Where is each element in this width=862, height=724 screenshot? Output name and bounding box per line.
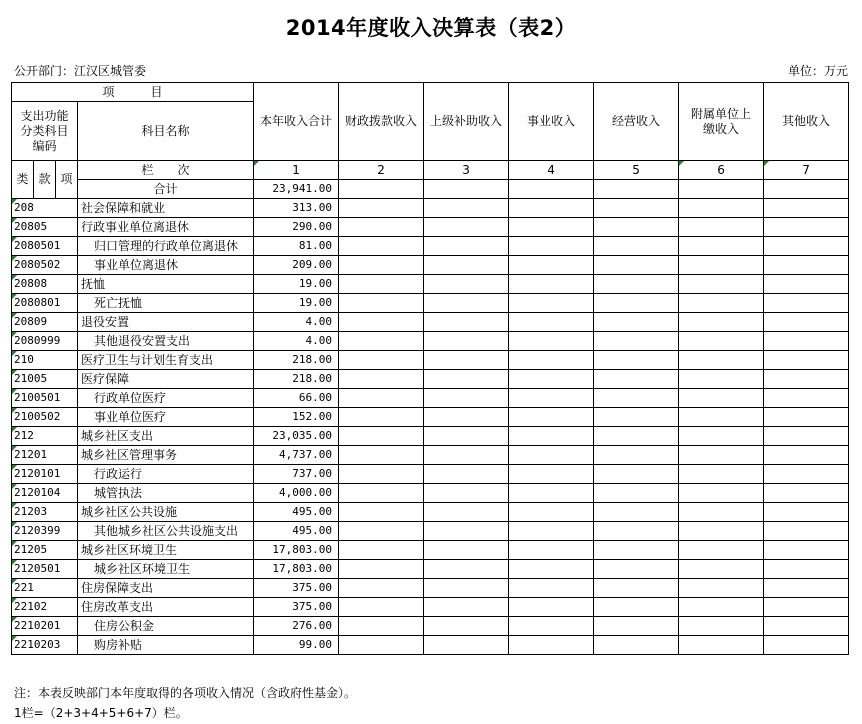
empty-cell [339,408,424,427]
empty-cell [764,465,849,484]
empty-cell [339,560,424,579]
empty-cell [679,598,764,617]
subject-code: 22102 [12,598,78,617]
empty-cell [764,275,849,294]
empty-cell [339,313,424,332]
empty-cell [764,503,849,522]
lei-header: 类 [12,161,34,199]
empty-cell [679,560,764,579]
subject-code: 2120501 [12,560,78,579]
subject-name-header: 科目名称 [78,102,254,161]
empty-cell [424,465,509,484]
empty-cell [594,522,679,541]
empty-cell [339,446,424,465]
subject-name: 城乡社区公共设施 [78,503,254,522]
xiang-header: 项 [56,161,78,199]
empty-cell [764,408,849,427]
table-row [12,636,849,655]
empty-cell [594,484,679,503]
subject-name: 行政单位医疗 [78,389,254,408]
empty-cell [679,199,764,218]
empty-cell [424,256,509,275]
subject-code: 2120101 [12,465,78,484]
empty-cell [764,598,849,617]
empty-cell [679,636,764,655]
col-number: 4 [509,161,594,180]
table-row [12,218,849,237]
table-row [12,465,849,484]
empty-cell [509,522,594,541]
subject-code: 221 [12,579,78,598]
department-label: 公开部门：江汉区城管委 [14,64,147,78]
empty-cell [339,617,424,636]
subject-name: 退役安置 [78,313,254,332]
col-header-superior-subsidy: 上级补助收入 [424,83,509,161]
table-row [12,389,849,408]
empty-cell [679,579,764,598]
empty-cell [509,218,594,237]
total-income-value: 218.00 [254,370,339,389]
empty-cell [594,275,679,294]
empty-cell [424,370,509,389]
col-number: 5 [594,161,679,180]
col-number: 1 [254,161,339,180]
subject-name: 社会保障和就业 [78,199,254,218]
empty-cell [424,218,509,237]
empty-cell [679,294,764,313]
table-row [12,560,849,579]
empty-cell [594,389,679,408]
subject-code: 208 [12,199,78,218]
empty-cell [339,275,424,294]
subject-code: 2080801 [12,294,78,313]
empty-cell [509,541,594,560]
empty-cell [339,579,424,598]
empty-cell [679,351,764,370]
total-income-value: 19.00 [254,294,339,313]
empty-cell [339,636,424,655]
empty-cell [679,484,764,503]
project-header: 项 目 [12,83,254,102]
empty-cell [424,237,509,256]
table-row [12,313,849,332]
empty-cell [679,389,764,408]
subject-name: 死亡抚恤 [78,294,254,313]
total-income-value: 17,803.00 [254,560,339,579]
empty-cell [339,218,424,237]
subject-name: 抚恤 [78,275,254,294]
subject-code: 210 [12,351,78,370]
empty-cell [424,522,509,541]
empty-cell [509,256,594,275]
total-income-value: 495.00 [254,522,339,541]
empty-cell [424,560,509,579]
subject-code: 2080502 [12,256,78,275]
subject-name: 住房改革支出 [78,598,254,617]
empty-cell [509,465,594,484]
empty-cell [509,446,594,465]
empty-cell [764,579,849,598]
empty-cell [679,446,764,465]
subject-name: 住房保障支出 [78,579,254,598]
empty-cell [424,351,509,370]
empty-cell [764,237,849,256]
empty-cell [594,503,679,522]
table-row [12,294,849,313]
total-income-value: 737.00 [254,465,339,484]
empty-cell [339,237,424,256]
empty-cell [764,332,849,351]
total-income-value: 218.00 [254,351,339,370]
empty-cell [424,332,509,351]
empty-cell [339,256,424,275]
col-header-fiscal: 财政拨款收入 [339,83,424,161]
subject-name: 城乡社区环境卫生 [78,541,254,560]
unit-label: 单位：万元 [787,64,848,78]
subject-code: 2210201 [12,617,78,636]
empty-cell [594,465,679,484]
subject-code: 2080999 [12,332,78,351]
empty-cell [594,408,679,427]
empty-cell [509,617,594,636]
table-row [12,370,849,389]
empty-cell [679,522,764,541]
table-row [12,427,849,446]
empty-cell [679,408,764,427]
total-income-value: 276.00 [254,617,339,636]
subject-name: 其他退役安置支出 [78,332,254,351]
empty-cell [679,237,764,256]
empty-cell [424,446,509,465]
empty-cell [764,294,849,313]
empty-cell [339,503,424,522]
empty-cell [424,579,509,598]
empty-cell [764,256,849,275]
subject-code: 21005 [12,370,78,389]
table-row [12,275,849,294]
empty-cell [764,541,849,560]
subject-name: 城乡社区管理事务 [78,446,254,465]
table-row [12,199,849,218]
empty-cell [424,598,509,617]
empty-cell [509,560,594,579]
empty-cell [594,199,679,218]
empty-cell [594,427,679,446]
empty-cell [509,332,594,351]
empty-cell [594,598,679,617]
empty-cell [339,465,424,484]
empty-cell [764,446,849,465]
table-row [12,237,849,256]
report-title: 2014年度收入决算表（表2） [285,16,577,40]
subject-code: 2120104 [12,484,78,503]
note-2: 1栏=（2+3+4+5+6+7）栏。 [14,706,188,720]
subject-code: 20805 [12,218,78,237]
empty-cell [424,617,509,636]
empty-cell [594,541,679,560]
empty-cell [424,408,509,427]
table-row [12,256,849,275]
subject-name: 事业单位离退休 [78,256,254,275]
empty-cell [594,579,679,598]
subject-code: 21201 [12,446,78,465]
subject-name: 医疗保障 [78,370,254,389]
kuan-header: 款 [34,161,56,199]
total-value: 23,941.00 [254,180,339,199]
empty-cell [339,522,424,541]
table-row [12,522,849,541]
empty-cell [509,636,594,655]
empty-cell [339,351,424,370]
empty-cell [594,256,679,275]
empty-cell [424,503,509,522]
subject-code: 2100501 [12,389,78,408]
empty-cell [679,313,764,332]
empty-cell [509,294,594,313]
empty-cell [764,560,849,579]
empty-cell [509,427,594,446]
empty-cell [424,199,509,218]
empty-cell [594,332,679,351]
empty-cell [509,484,594,503]
empty-cell [679,503,764,522]
table-row [12,503,849,522]
table-row [12,484,849,503]
empty-cell [679,275,764,294]
empty-cell [764,427,849,446]
total-income-value: 375.00 [254,579,339,598]
col-number: 3 [424,161,509,180]
empty-cell [764,218,849,237]
empty-cell [594,636,679,655]
table-row [12,408,849,427]
empty-cell [509,598,594,617]
empty-cell [339,484,424,503]
empty-cell [764,617,849,636]
empty-cell [424,313,509,332]
empty-cell [594,351,679,370]
total-income-value: 209.00 [254,256,339,275]
empty-cell [679,617,764,636]
empty-cell [509,579,594,598]
total-income-value: 81.00 [254,237,339,256]
total-income-value: 495.00 [254,503,339,522]
subject-name: 归口管理的行政单位离退休 [78,237,254,256]
empty-cell [679,370,764,389]
total-row [12,180,849,199]
total-income-value: 4.00 [254,332,339,351]
empty-cell [339,389,424,408]
subject-name: 城乡社区环境卫生 [78,560,254,579]
empty-cell [764,370,849,389]
subject-name: 城乡社区支出 [78,427,254,446]
table-row [12,541,849,560]
empty-cell [679,541,764,560]
table-row [12,579,849,598]
empty-cell [764,522,849,541]
empty-cell [339,370,424,389]
empty-cell [424,636,509,655]
empty-cell [764,199,849,218]
col-header-total: 本年收入合计 [254,83,339,161]
empty-cell [424,541,509,560]
empty-cell [594,294,679,313]
total-income-value: 4.00 [254,313,339,332]
empty-cell [424,427,509,446]
total-income-value: 4,737.00 [254,446,339,465]
empty-cell [594,237,679,256]
empty-cell [679,427,764,446]
empty-cell [339,199,424,218]
empty-cell [339,427,424,446]
subject-name: 购房补贴 [78,636,254,655]
func-class-header: 支出功能分类科目编码 [12,102,78,161]
empty-cell [509,503,594,522]
subject-code: 2080501 [12,237,78,256]
total-income-value: 19.00 [254,275,339,294]
total-income-value: 375.00 [254,598,339,617]
subject-name: 行政运行 [78,465,254,484]
empty-cell [594,313,679,332]
empty-cell [509,275,594,294]
empty-cell [509,237,594,256]
empty-cell [509,351,594,370]
empty-cell [764,389,849,408]
subject-name: 城管执法 [78,484,254,503]
table-row [12,351,849,370]
empty-cell [764,484,849,503]
empty-cell [594,560,679,579]
total-income-value: 290.00 [254,218,339,237]
empty-cell [509,199,594,218]
subject-name: 住房公积金 [78,617,254,636]
empty-cell [764,313,849,332]
table-row [12,332,849,351]
table-row [12,598,849,617]
subject-code: 20808 [12,275,78,294]
empty-cell [764,636,849,655]
total-income-value: 23,035.00 [254,427,339,446]
empty-cell [679,465,764,484]
empty-cell [594,446,679,465]
total-income-value: 66.00 [254,389,339,408]
subject-name: 事业单位医疗 [78,408,254,427]
empty-cell [764,351,849,370]
total-income-value: 17,803.00 [254,541,339,560]
col-number: 6 [679,161,764,180]
empty-cell [679,332,764,351]
empty-cell [679,256,764,275]
empty-cell [509,408,594,427]
subject-name: 医疗卫生与计划生育支出 [78,351,254,370]
empty-cell [509,313,594,332]
empty-cell [339,332,424,351]
empty-cell [424,484,509,503]
empty-cell [509,370,594,389]
col-header-business: 事业收入 [509,83,594,161]
total-label: 合计 [78,180,254,199]
subject-code: 21203 [12,503,78,522]
header-row-project [12,83,849,102]
col-number: 2 [339,161,424,180]
subject-name: 行政事业单位离退休 [78,218,254,237]
total-income-value: 152.00 [254,408,339,427]
subject-code: 2210203 [12,636,78,655]
subject-code: 2100502 [12,408,78,427]
note-1: 注：本表反映部门本年度取得的各项收入情况（含政府性基金）。 [14,686,357,700]
col-header-other: 其他收入 [764,83,849,161]
empty-cell [339,598,424,617]
total-income-value: 99.00 [254,636,339,655]
empty-cell [679,218,764,237]
empty-cell [424,389,509,408]
table-row [12,617,849,636]
total-income-value: 313.00 [254,199,339,218]
col-number: 7 [764,161,849,180]
empty-cell [339,541,424,560]
subject-name: 其他城乡社区公共设施支出 [78,522,254,541]
col-header-operating: 经营收入 [594,83,679,161]
empty-cell [509,389,594,408]
empty-cell [339,294,424,313]
subject-code: 21205 [12,541,78,560]
empty-cell [594,218,679,237]
subject-code: 212 [12,427,78,446]
empty-cell [594,617,679,636]
empty-cell [424,294,509,313]
lan-ci-header: 栏 次 [78,161,254,180]
table-row [12,446,849,465]
empty-cell [594,370,679,389]
empty-cell [424,275,509,294]
total-income-value: 4,000.00 [254,484,339,503]
header-row-lanci [12,161,849,180]
subject-code: 2120399 [12,522,78,541]
subject-code: 20809 [12,313,78,332]
income-table [11,82,849,655]
col-header-affiliated: 附属单位上缴收入 [679,83,764,161]
